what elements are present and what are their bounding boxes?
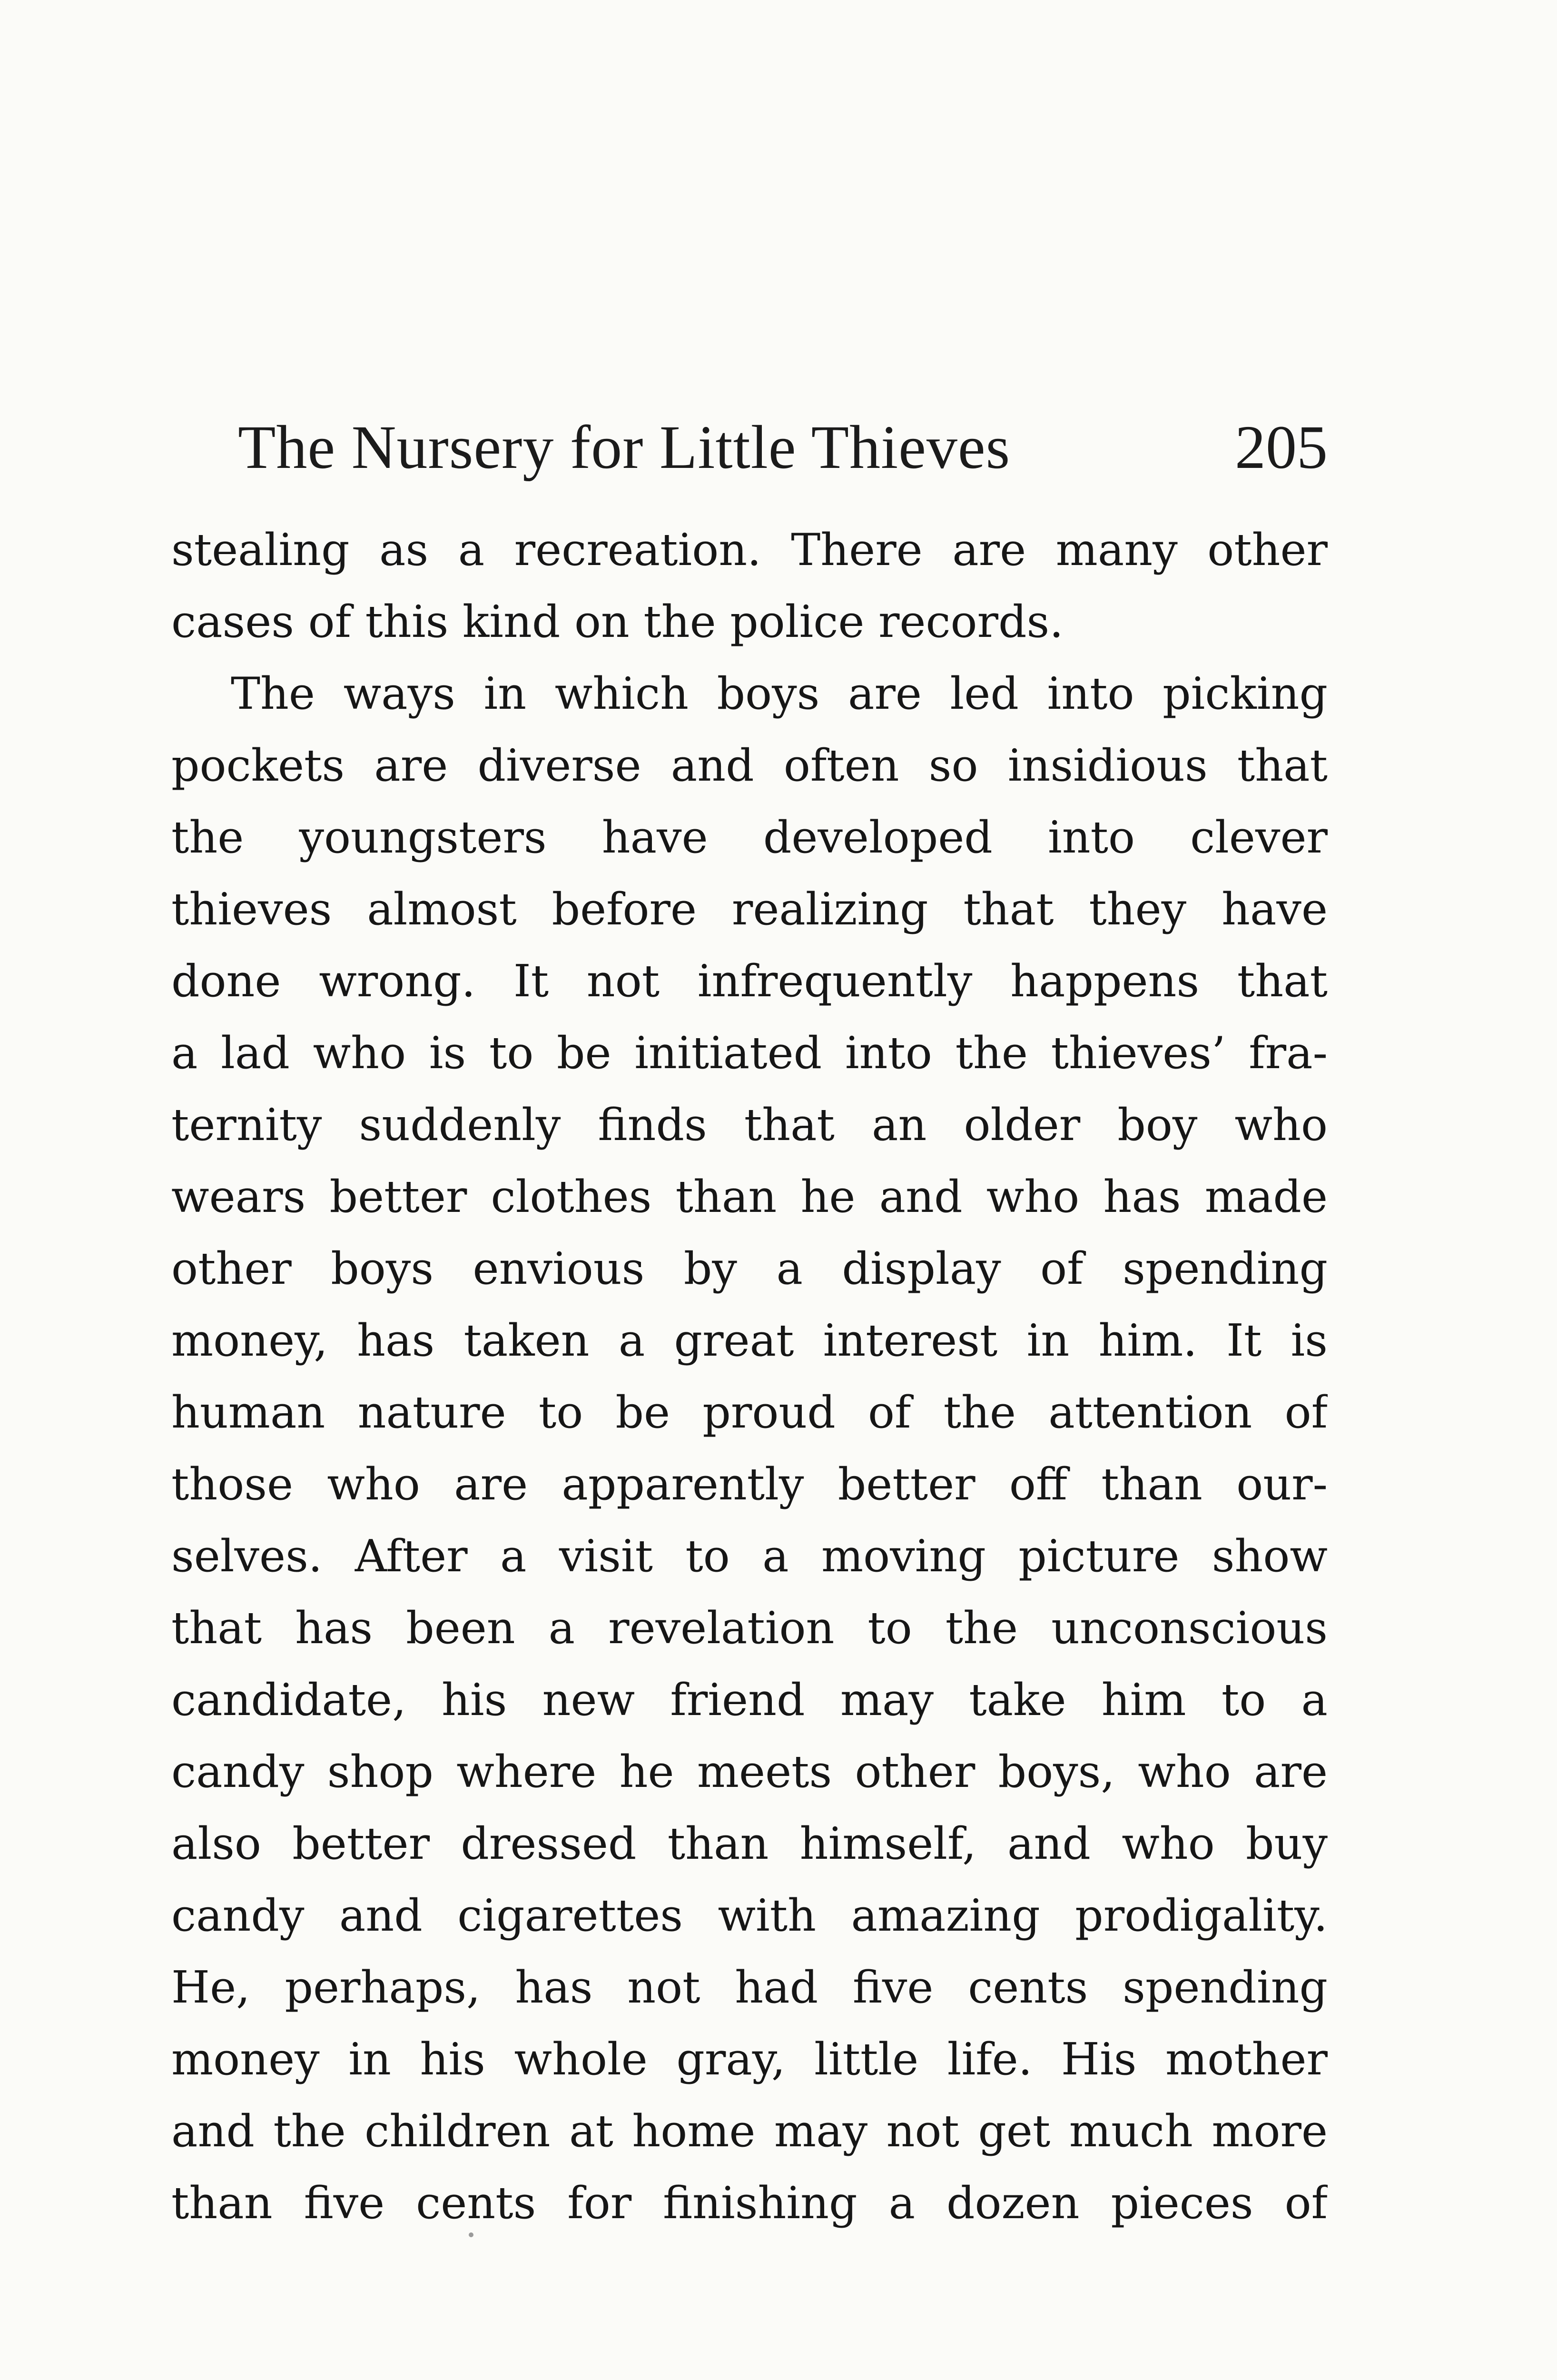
text-line: and the children at home may not get much more: [171, 2105, 1328, 2157]
text-line: pockets are diverse and often so insidious that: [171, 740, 1328, 791]
text-line: also better dressed than himself, and who buy: [171, 1818, 1328, 1869]
text-line: a lad who is to be initiated into the thieves’ fra-: [171, 1027, 1328, 1079]
text-line: The ways in which boys are led into picking: [231, 668, 1328, 719]
text-line: ternity suddenly finds that an older boy who: [171, 1099, 1328, 1150]
text-line: thieves almost before realizing that they have: [171, 883, 1328, 935]
text-line: human nature to be proud of the attention of: [171, 1387, 1328, 1438]
text-line: stealing as a recreation. There are many other: [171, 524, 1328, 575]
text-line: candidate, his new friend may take him to a: [171, 1674, 1328, 1726]
text-line: He, perhaps, has not had five cents spending: [171, 1962, 1328, 2013]
text-line: other boys envious by a display of spending: [171, 1243, 1328, 1294]
running-head: [238, 407, 1328, 488]
page-number: 205: [1235, 413, 1328, 482]
text-line: those who are apparently better off than our-: [171, 1458, 1328, 1510]
text-line: money, has taken a great interest in him. It is: [171, 1315, 1328, 1366]
text-line: candy shop where he meets other boys, who are: [171, 1746, 1328, 1797]
body-text: [171, 514, 1328, 2239]
text-line: than five cents for finishing a dozen pieces of: [171, 2177, 1328, 2229]
text-line: done wrong. It not infrequently happens that: [171, 955, 1328, 1007]
paper-speck: [469, 2232, 473, 2237]
text-line: selves. After a visit to a moving picture show: [171, 1530, 1328, 1582]
text-line: the youngsters have developed into clever: [171, 812, 1328, 863]
text-line: that has been a revelation to the unconscious: [171, 1602, 1328, 1654]
text-line: cases of this kind on the police records.: [171, 596, 1064, 647]
text-line: wears better clothes than he and who has made: [171, 1171, 1328, 1222]
text-line: money in his whole gray, little life. His mother: [171, 2033, 1328, 2085]
text-line: candy and cigarettes with amazing prodigality.: [171, 1890, 1328, 1941]
running-head-title: The Nursery for Little Thieves: [238, 413, 1011, 482]
